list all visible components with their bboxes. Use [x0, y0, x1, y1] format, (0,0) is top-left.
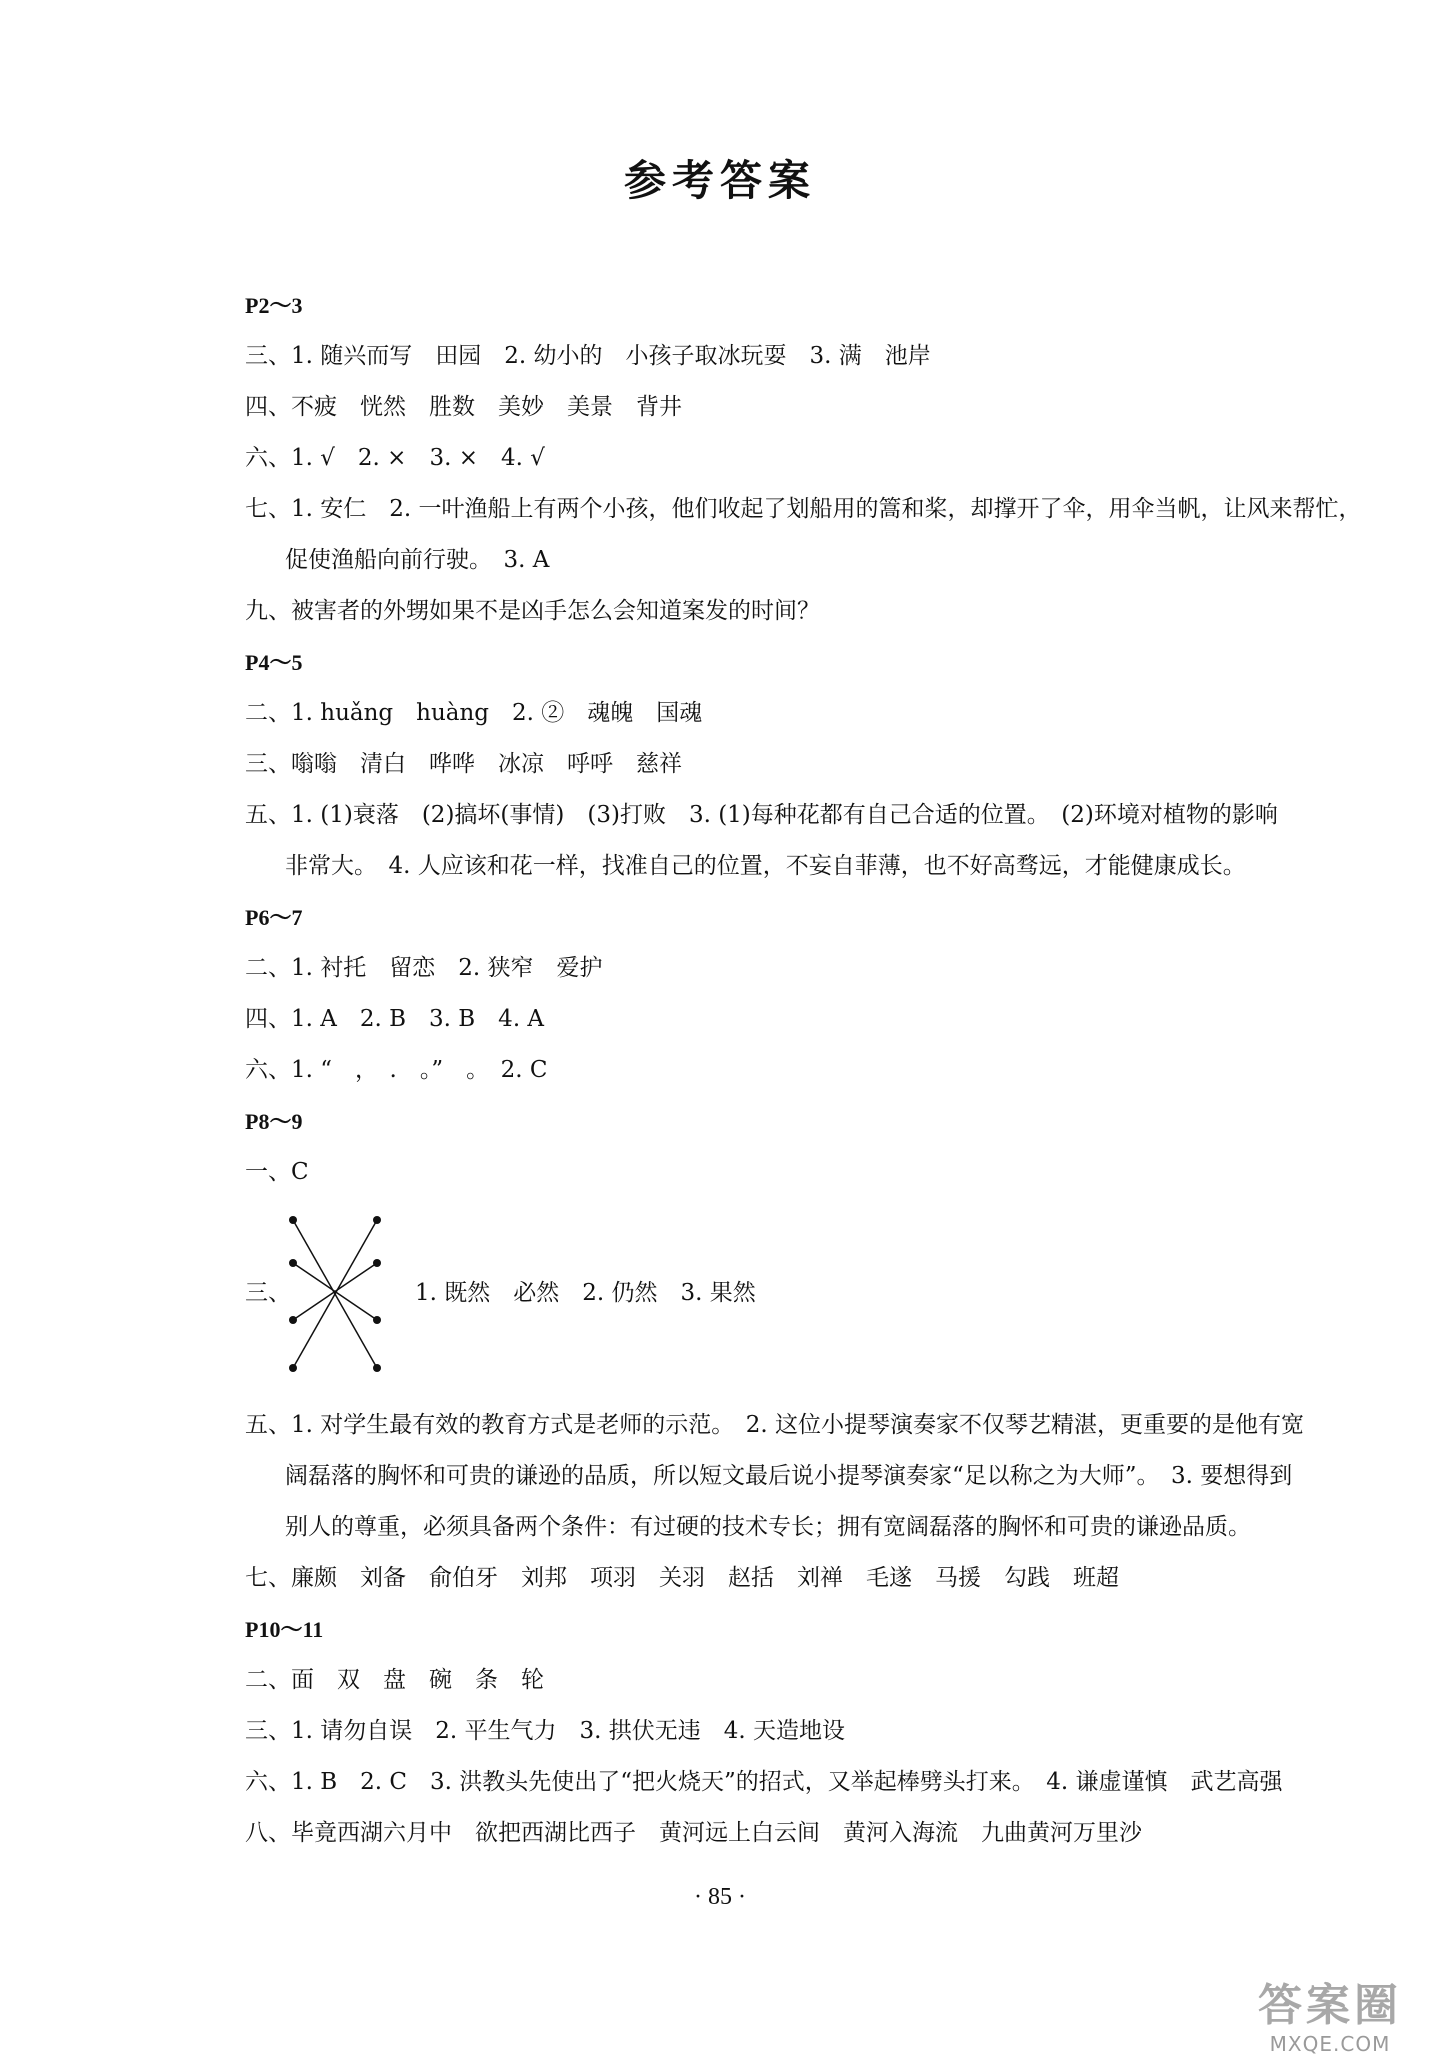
- matching-dot: [373, 1216, 381, 1224]
- section-heading-p10-11: P10～11: [245, 1617, 324, 1642]
- watermark-logo: [1240, 1980, 1420, 2056]
- matching-dot: [289, 1364, 297, 1372]
- matching-dot: [373, 1316, 381, 1324]
- answer-line: 九、被害者的外甥如果不是凶手怎么会知道案发的时间？: [245, 598, 820, 624]
- matching-diagram-row: [245, 1198, 1395, 1388]
- answer-line: 二、面 双 盘 碗 条 轮: [245, 1667, 544, 1693]
- matching-dot: [289, 1259, 297, 1267]
- answer-line: 二、1. 衬托 留恋 2. 狭窄 爱护: [245, 955, 603, 981]
- matching-dot: [289, 1216, 297, 1224]
- answer-line: 六、1. “ ， . 。” 。 2. C: [245, 1057, 548, 1083]
- page-number: · 85 ·: [694, 1884, 746, 1910]
- diagram-answer-text: 1. 既然 必然 2. 仍然 3. 果然: [415, 1280, 756, 1306]
- answer-line: 三、嗡嗡 清白 哗哗 冰凉 呼呼 慈祥: [245, 751, 682, 777]
- answer-line-continued: 非常大。 4. 人应该和花一样，找准自己的位置，不妄自菲薄，也不好高骛远，才能健康成长。: [285, 853, 1246, 879]
- answer-line: 三、1. 请勿自误 2. 平生气力 3. 拱伏无违 4. 天造地设: [245, 1718, 846, 1744]
- answer-line-continued: 阔磊落的胸怀和可贵的谦逊的品质，所以短文最后说小提琴演奏家“足以称之为大师”。 3. 要想得到: [285, 1463, 1293, 1489]
- answer-line: 六、1. B 2. C 3. 洪教头先使出了“把火烧天”的招式，又举起棒劈头打来。 4. 谦虚谨慎 武艺高强: [245, 1769, 1283, 1795]
- answer-line: 五、1. 对学生最有效的教育方式是老师的示范。 2. 这位小提琴演奏家不仅琴艺精湛，更重要的是他有宽: [245, 1412, 1305, 1438]
- answer-line: 三、1. 随兴而写 田园 2. 幼小的 小孩子取冰玩耍 3. 满 池岸: [245, 343, 931, 369]
- answer-line: 七、廉颇 刘备 俞伯牙 刘邦 项羽 关羽 赵括 刘禅 毛遂 马援 勾践 班超: [245, 1565, 1119, 1591]
- answer-line: 一、C: [245, 1159, 309, 1185]
- matching-lines-diagram: [275, 1208, 405, 1378]
- answer-line-continued: 促使渔船向前行驶。 3. A: [285, 547, 550, 573]
- answer-line-continued: 别人的尊重，必须具备两个条件：有过硬的技术专长；拥有宽阔磊落的胸怀和可贵的谦逊品质。: [285, 1514, 1251, 1540]
- answer-line: 四、不疲 恍然 胜数 美妙 美景 背井: [245, 394, 682, 420]
- answer-line: 七、1. 安仁 2. 一叶渔船上有两个小孩，他们收起了划船用的篙和桨，却撑开了伞，用伞当帆，让风来帮忙，: [245, 496, 1362, 522]
- matching-dot: [289, 1316, 297, 1324]
- diagram-label: 三、: [245, 1280, 291, 1306]
- page-title: 参考答案: [623, 156, 816, 205]
- watermark-bottom-text: MXQE.COM: [1269, 2032, 1391, 2056]
- answer-content: [245, 280, 1395, 1859]
- matching-dot: [373, 1364, 381, 1372]
- section-heading-p4-5: P4～5: [245, 650, 303, 675]
- answer-line: 六、1. √ 2. × 3. × 4. √: [245, 445, 545, 471]
- answer-line: 四、1. A 2. B 3. B 4. A: [245, 1006, 545, 1032]
- answer-line: 二、1. huǎng huàng 2. ② 魂魄 国魂: [245, 700, 703, 726]
- section-heading-p6-7: P6～7: [245, 905, 303, 930]
- answer-line: 五、1. (1)衰落 (2)搞坏(事情) (3)打败 3. (1)每种花都有自己合适的位置。 (2)环境对植物的影响: [245, 802, 1278, 828]
- watermark-top-text: 答案圈: [1258, 1980, 1402, 2031]
- section-heading-p2-3: P2～3: [245, 293, 303, 318]
- answer-line: 八、毕竟西湖六月中 欲把西湖比西子 黄河远上白云间 黄河入海流 九曲黄河万里沙: [245, 1820, 1142, 1846]
- section-heading-p8-9: P8～9: [245, 1109, 303, 1134]
- matching-dot: [373, 1259, 381, 1267]
